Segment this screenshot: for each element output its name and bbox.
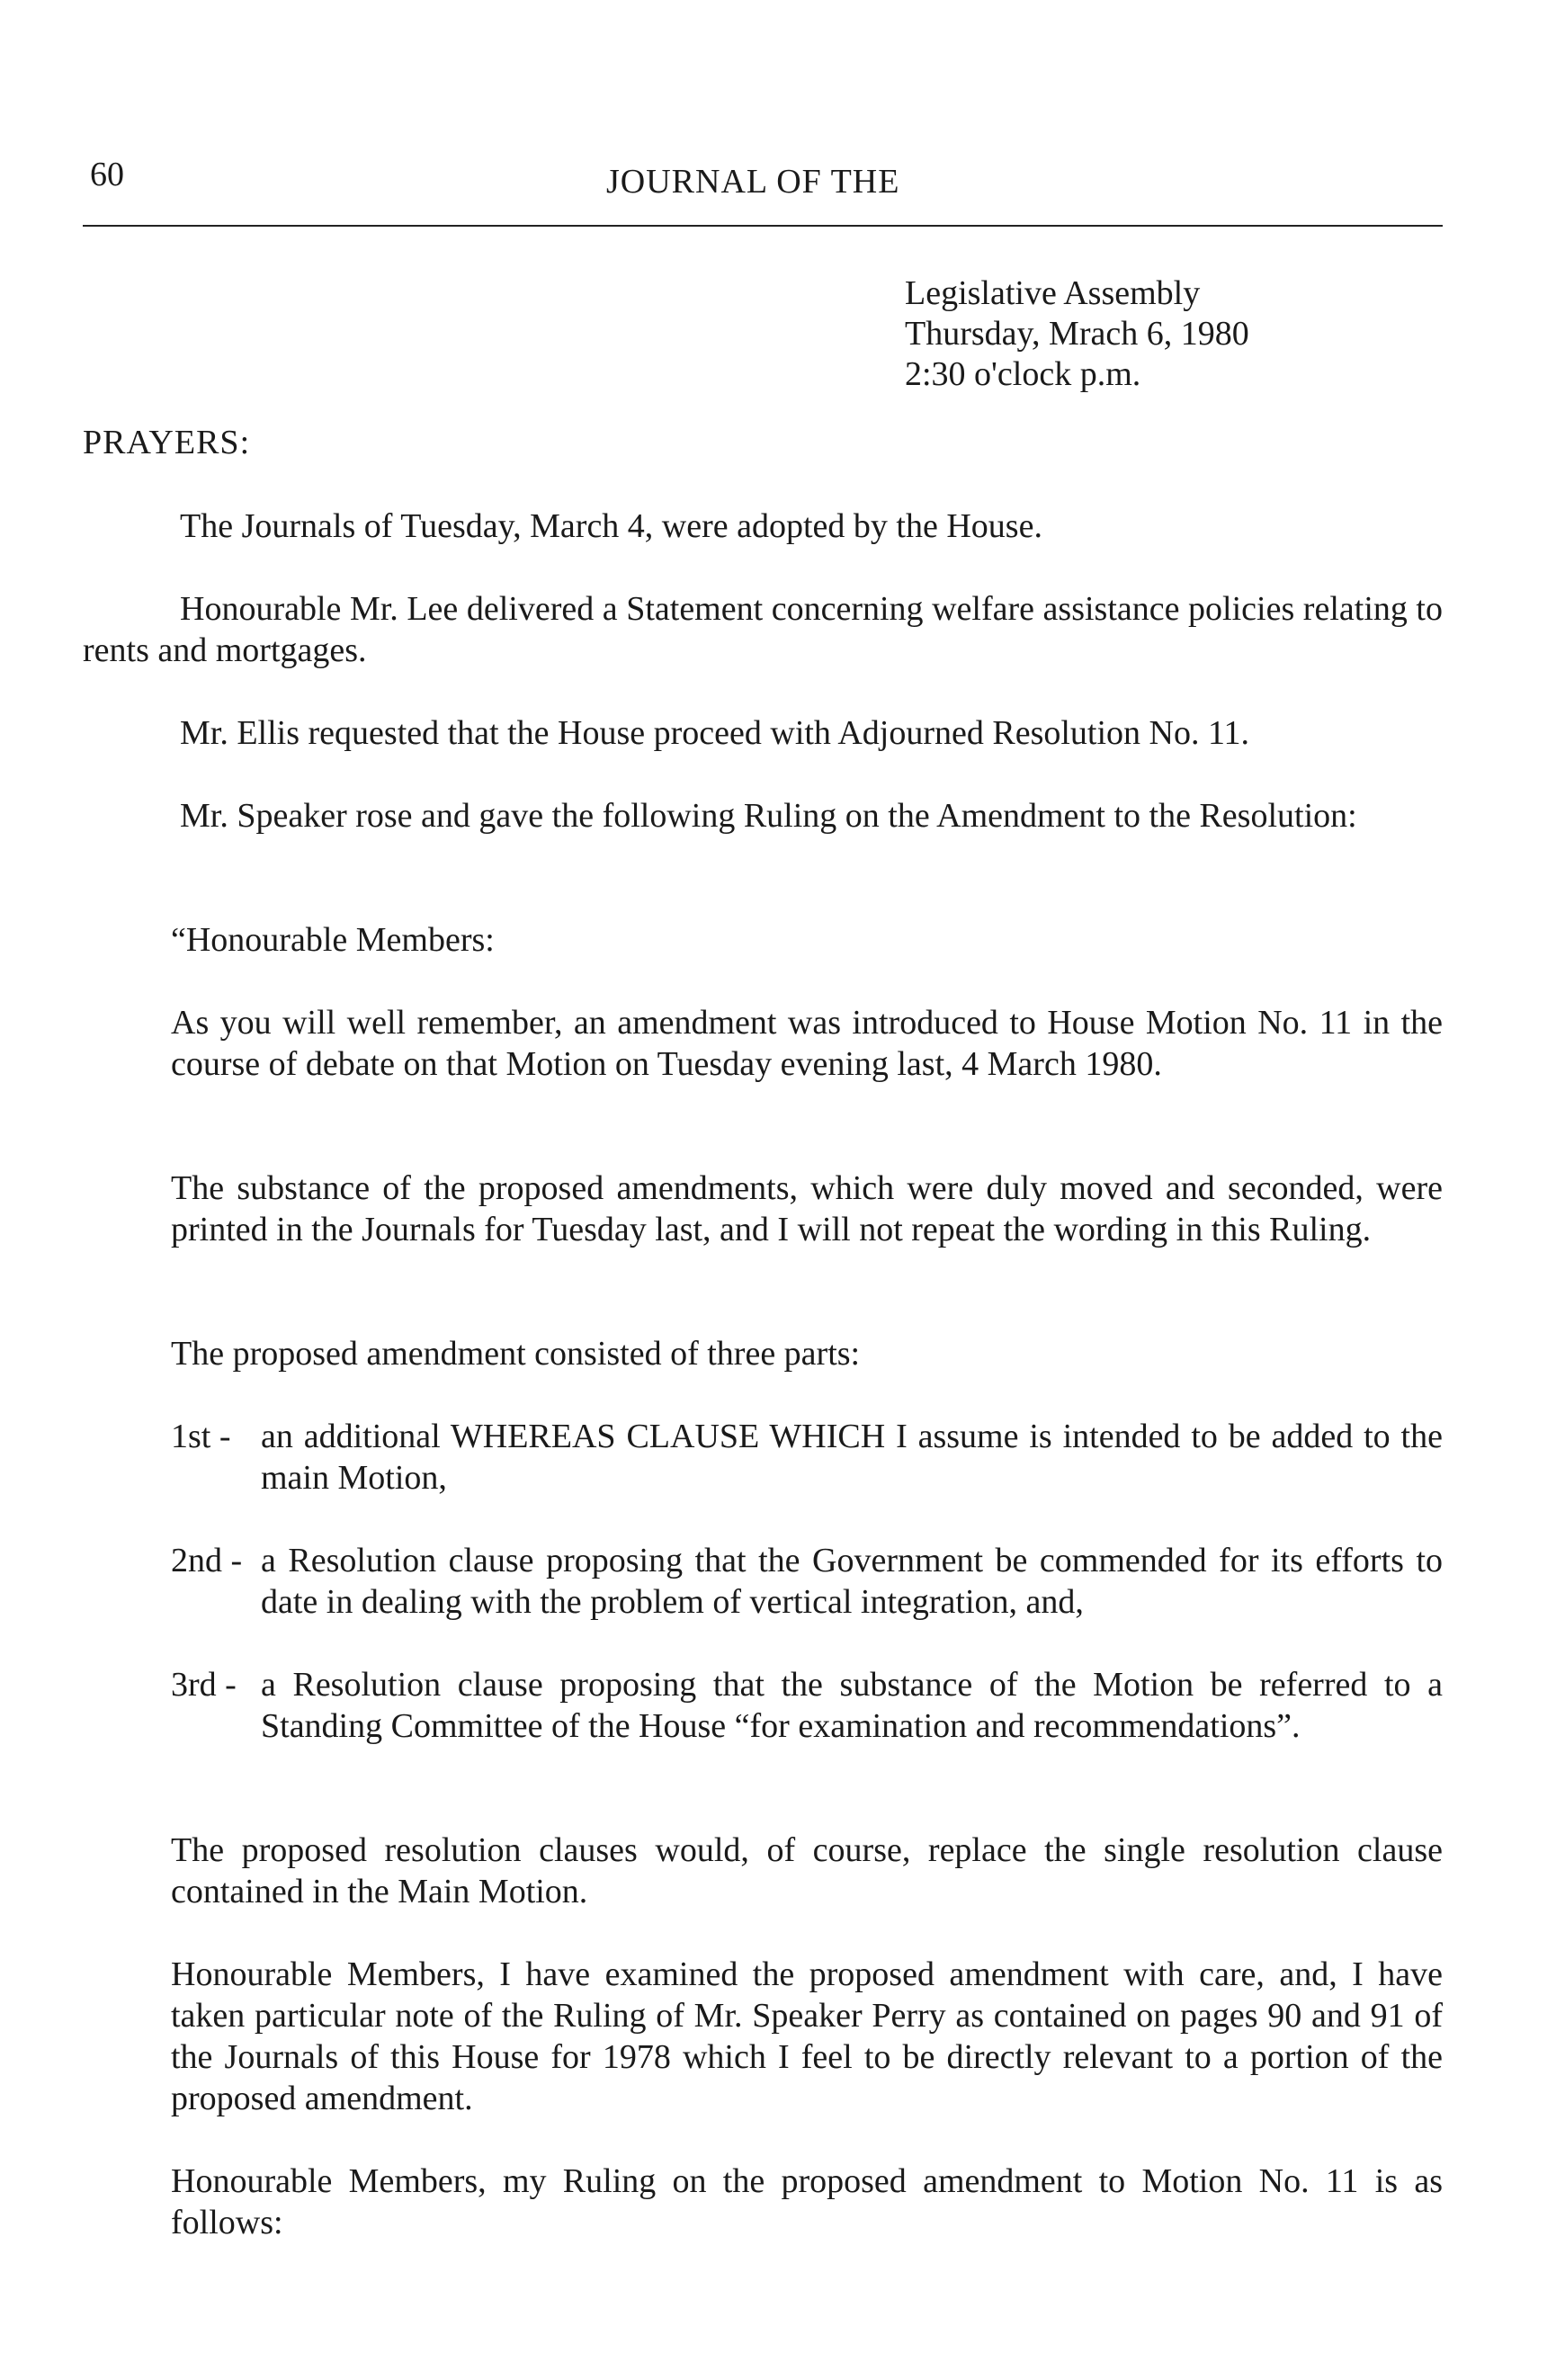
paragraph-adjourned-resolution: Mr. Ellis requested that the House proceed with Adjourned Resolution No. 11. bbox=[180, 714, 1250, 752]
amendment-part-1 bbox=[171, 1416, 1443, 1499]
ruling-salutation: “Honourable Members: bbox=[171, 921, 495, 959]
running-title: JOURNAL OF THE bbox=[606, 163, 900, 201]
page-header bbox=[83, 155, 1441, 209]
ruling-paragraph-as-follows: Honourable Members, my Ruling on the proposed amendment to Motion No. 11 is as follows: bbox=[171, 2162, 1443, 2241]
assembly-name: Legislative Assembly bbox=[905, 274, 1201, 312]
part-text: a Resolution clause proposing that the substance of the Motion be referred to a Standing Committee of the House “for examination and recommendations”. bbox=[261, 1666, 1443, 1745]
sitting-time: 2:30 o'clock p.m. bbox=[905, 355, 1141, 393]
paragraph-journals-adopted: The Journals of Tuesday, March 4, were adopted by the House. bbox=[180, 507, 1042, 545]
sitting-date: Thursday, Mrach 6, 1980 bbox=[905, 315, 1249, 353]
part-label: 2nd - bbox=[171, 1542, 243, 1579]
amendment-part-3 bbox=[171, 1664, 1443, 1747]
part-text: an additional WHEREAS CLAUSE WHICH I assume is intended to be added to the main Motion, bbox=[261, 1418, 1443, 1497]
ruling-paragraph-replace-clause: The proposed resolution clauses would, of course, replace the single resolution clause contained in the Main Motion. bbox=[171, 1831, 1443, 1910]
part-text: a Resolution clause proposing that the Government be commended for its efforts to date in dealing with the problem of vertical integration, and, bbox=[261, 1542, 1443, 1621]
sitting-details bbox=[905, 273, 1249, 395]
ruling-paragraph-examined: Honourable Members, I have examined the proposed amendment with care, and, I have taken particular note of the Ruling of Mr. Speaker Perry as contained on pages 90 and 91 of the Journals of this House for 1978 which I feel to be directly relevant to a portion of the proposed amendment. bbox=[171, 1955, 1443, 2117]
ruling-paragraph-substance: The substance of the proposed amendments, which were duly moved and seconded, were printed in the Journals for Tuesday last, and I will not repeat the wording in this Ruling. bbox=[171, 1169, 1443, 1248]
amendment-part-2 bbox=[171, 1540, 1443, 1623]
header-rule bbox=[83, 225, 1443, 227]
prayers-heading: PRAYERS: bbox=[83, 424, 251, 461]
page-number: 60 bbox=[90, 156, 124, 193]
ruling-paragraph-three-parts: The proposed amendment consisted of three parts: bbox=[171, 1335, 861, 1373]
ruling-paragraph-amendment-introduced: As you will well remember, an amendment was introduced to House Motion No. 11 in the course of debate on that Motion on Tuesday evening last, 4 March 1980. bbox=[171, 1004, 1443, 1083]
part-label: 1st - bbox=[171, 1418, 231, 1455]
paragraph-statement: Honourable Mr. Lee delivered a Statement concerning welfare assistance policies relating to rents and mortgages. bbox=[83, 590, 1443, 669]
part-label: 3rd - bbox=[171, 1666, 237, 1704]
paragraph-speaker-ruling: Mr. Speaker rose and gave the following Ruling on the Amendment to the Resolution: bbox=[180, 797, 1357, 835]
